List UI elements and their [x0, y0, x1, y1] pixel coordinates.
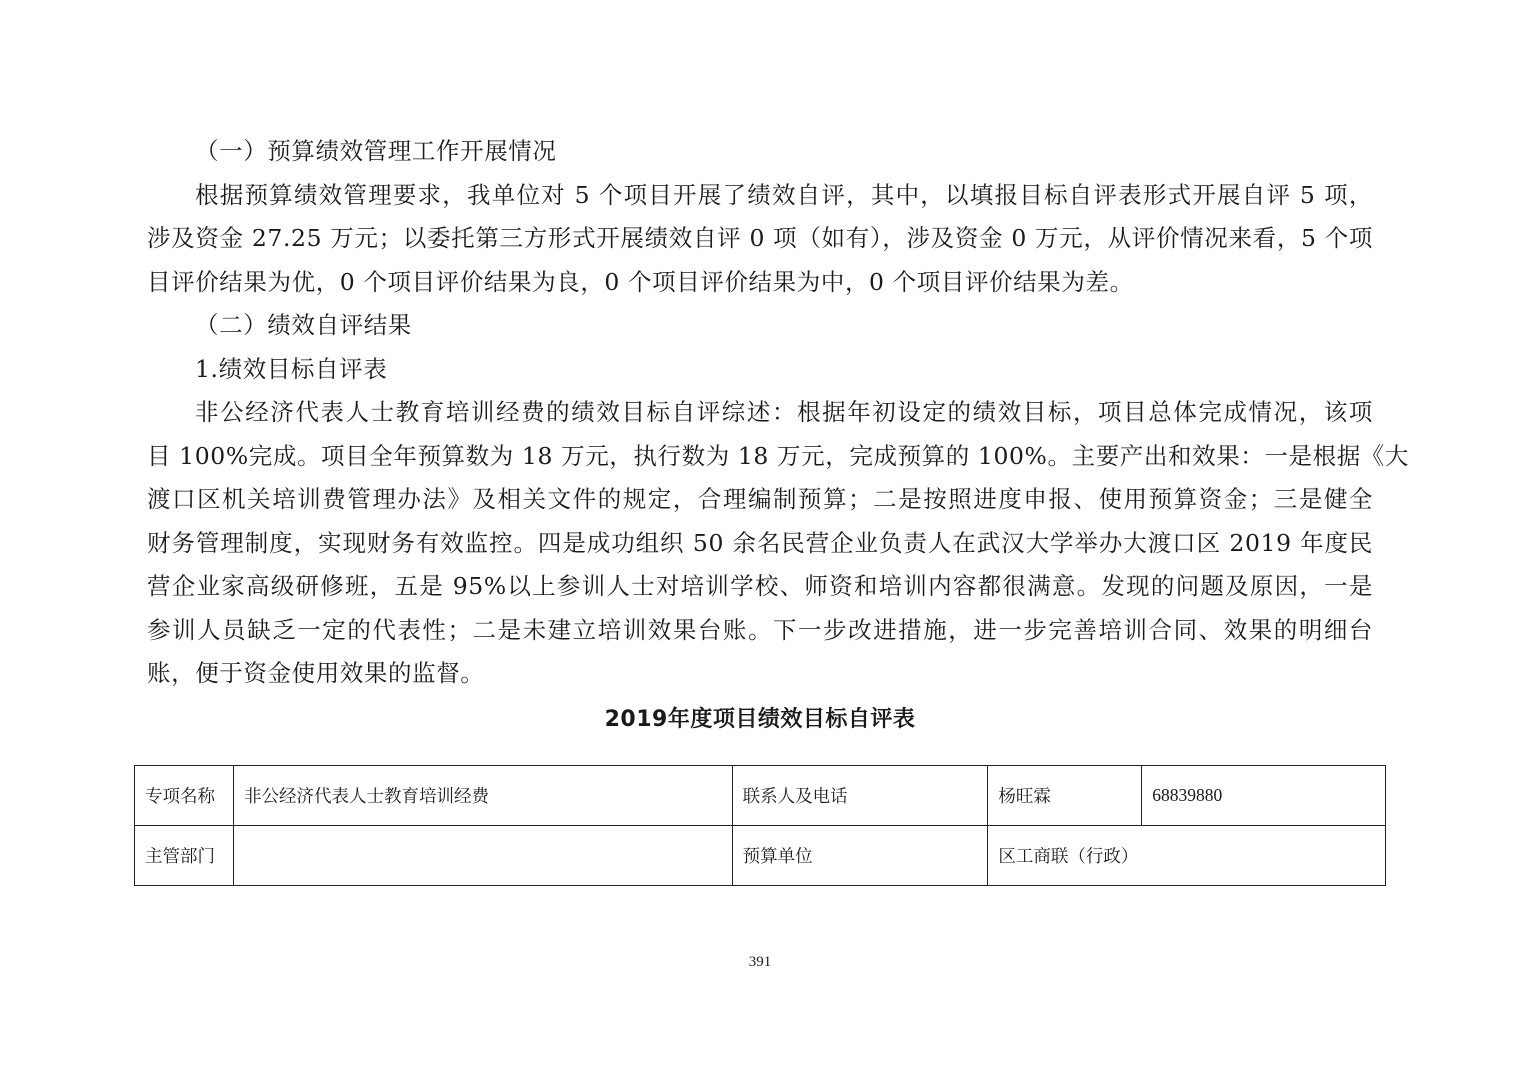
paragraph-1-line-1: 根据预算绩效管理要求，我单位对 5 个项目开展了绩效自评，其中，以填报目标自评表形式开展自评 5 项，: [195, 180, 1373, 209]
paragraph-2-line-3: 渡口区机关培训费管理办法》及相关文件的规定，合理编制预算；二是按照进度申报、使用预算资金；三是健全: [147, 485, 1373, 513]
paragraph-2-line-5: 营企业家高级研修班，五是 95%以上参训人士对培训学校、师资和培训内容都很满意。发现的问题及原因，一是: [147, 572, 1373, 600]
paragraph-2-line-6: 参训人员缺乏一定的代表性；二是未建立培训效果台账。下一步改进措施，进一步完善培训合同、效果的明细台: [147, 615, 1373, 644]
table-row: [135, 826, 1386, 886]
paragraph-2-line-7: 账，便于资金使用效果的监督。: [147, 659, 485, 687]
contact-name-value: 杨旺霖: [988, 766, 1142, 826]
budget-unit-label: 预算单位: [732, 826, 988, 886]
section-heading-1: （一）预算绩效管理工作开展情况: [195, 137, 557, 165]
paragraph-1-line-2: 涉及资金 27.25 万元；以委托第三方形式开展绩效自评 0 项（如有），涉及资金 0 万元，从评价情况来看，5 个项: [147, 224, 1373, 252]
section-heading-2: （二）绩效自评结果: [195, 311, 412, 339]
evaluation-table: [134, 765, 1386, 886]
paragraph-2-line-1: 非公经济代表人士教育培训经费的绩效目标自评综述：根据年初设定的绩效目标，项目总体完成情况，该项: [195, 398, 1373, 426]
paragraph-1-line-3: 目评价结果为优，0 个项目评价结果为良，0 个项目评价结果为中，0 个项目评价结果为差。: [147, 267, 1134, 296]
contact-phone-value: 68839880: [1142, 766, 1386, 826]
table-row: [135, 766, 1386, 826]
department-value: [233, 826, 732, 886]
project-name-value: 非公经济代表人士教育培训经费: [233, 766, 732, 826]
department-label: 主管部门: [135, 826, 234, 886]
project-name-label: 专项名称: [135, 766, 234, 826]
paragraph-2-line-2: 目 100%完成。项目全年预算数为 18 万元，执行数为 18 万元，完成预算的 100%。主要产出和效果：一是根据《大: [147, 441, 1409, 470]
table-title: 2019年度项目绩效目标自评表: [604, 707, 916, 732]
page-number: 391: [748, 954, 772, 970]
subsection-heading: 1.绩效目标自评表: [195, 354, 388, 383]
paragraph-2-line-4: 财务管理制度，实现财务有效监控。四是成功组织 50 余名民营企业负责人在武汉大学举办大渡口区 2019 年度民: [147, 528, 1373, 557]
body-text: [147, 130, 1409, 696]
budget-unit-value: 区工商联（行政）: [988, 826, 1386, 886]
contact-label: 联系人及电话: [732, 766, 988, 826]
